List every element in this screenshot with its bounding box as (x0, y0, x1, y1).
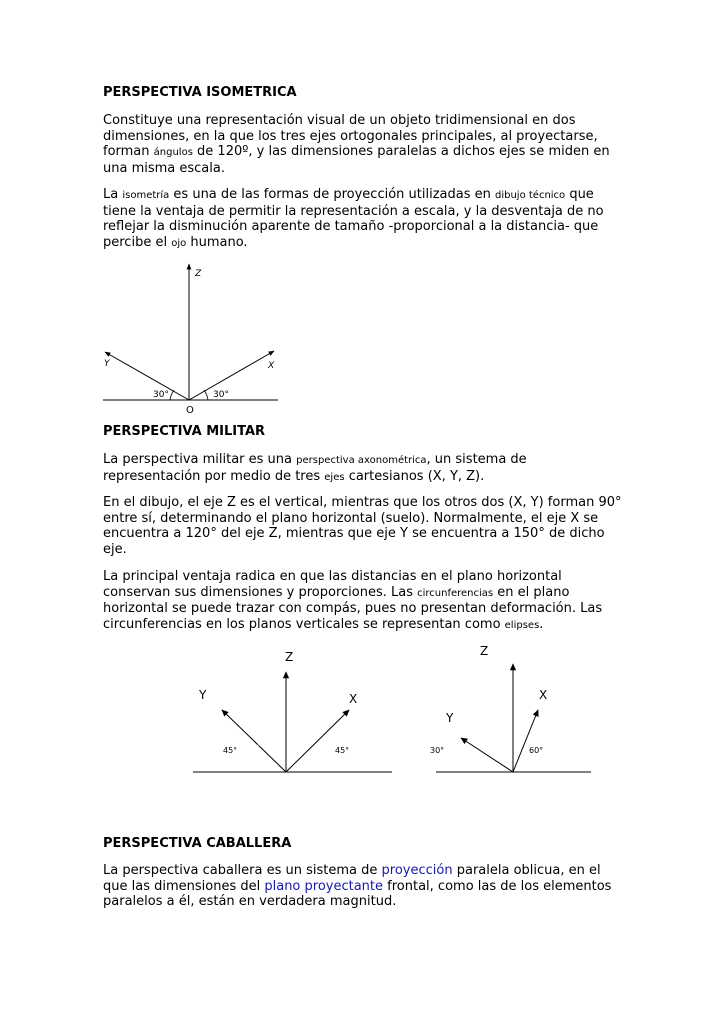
label-origin: O (186, 405, 194, 416)
text: en el plano horizontal se puede trazar con compás, pues no presentan deformación. Las circunferencias en los planos verticales se representan como (103, 584, 603, 632)
label-x: X (349, 692, 358, 706)
label-angle-right: 45° (335, 746, 350, 755)
term-perspectiva-axonometrica: perspectiva axonométrica (296, 455, 427, 466)
label-y: Y (446, 711, 454, 725)
y-axis (461, 738, 513, 772)
text: La principal ventaja radica en que las distancias en el plano horizontal conservan sus dimensiones y proporciones. Las (103, 569, 562, 600)
text: frontal, como las de los elementos paralelos a él, están en verdadera magnitud. (103, 878, 612, 910)
text: La perspectiva caballera es un sistema de (103, 863, 382, 878)
text: La perspectiva militar es una (103, 452, 297, 467)
x-axis (286, 710, 349, 772)
term-ejes: ejes (324, 471, 345, 483)
text: Constituye una representación visual de un objeto tridimensional en dos dimensiones, en la que los tres ejes ortogonales principales, al proyectarse, forman (103, 113, 598, 160)
label-z: Z (480, 644, 489, 658)
label-angle-left: 30° (430, 746, 445, 755)
y-axis (222, 710, 286, 772)
text: cartesianos (X, Y, Z). (344, 468, 485, 484)
text: es una de las formas de proyección utilizadas en (169, 187, 495, 202)
term-circunferencias: circunferencias (417, 587, 494, 599)
text: que tiene la ventaja de permitir la representación a escala, y la desventaja de no reflejar la disminución aparente de tamaño -proporcional a la distancia- que percibe el (103, 187, 604, 250)
term-isometria: isometría (122, 190, 170, 201)
text: . (539, 616, 544, 632)
term-dibujo-tecnico: dibujo técnico (494, 190, 566, 201)
text: La (103, 187, 123, 202)
heading-caballera: PERSPECTIVA CABALLERA (103, 836, 292, 851)
label-z: Z (195, 269, 202, 279)
military-diagram-45 (193, 650, 392, 772)
label-angle-left: 30° (153, 390, 169, 400)
link-plano-proyectante[interactable]: plano proyectante (264, 878, 384, 894)
label-angle-right: 30° (213, 390, 229, 400)
paragraph-militar-2: En el dibujo, el eje Z es el vertical, mientras que los otros dos (X, Y) forman 90° entre sí, determinando el plano horizontal (suelo). Normalmente, el eje X se encuentra a 120° del eje Z, mientras que eje Y se encuentra a 150° de dicho eje. (103, 495, 622, 557)
label-angle-right: 60° (529, 746, 544, 755)
angle-tick (258, 744, 259, 747)
label-angle-left: 45° (223, 746, 238, 755)
x-axis (513, 710, 538, 772)
text: de 120º, y las dimensiones paralelas a dichos ejes se miden en una misma escala. (103, 144, 610, 176)
label-z: Z (285, 650, 294, 664)
term-elipses: elipses (504, 619, 540, 631)
label-y: Y (104, 359, 110, 369)
link-proyeccion[interactable]: proyección (381, 863, 453, 878)
text: humano. (186, 234, 248, 250)
label-x: X (268, 361, 275, 371)
heading-isometrica: PERSPECTIVA ISOMETRICA (103, 85, 297, 100)
heading-militar: PERSPECTIVA MILITAR (103, 424, 266, 439)
term-angulos: ángulos (153, 147, 193, 159)
label-x: X (539, 688, 548, 702)
term-ojo: ojo (171, 237, 187, 249)
text: , un sistema de representación por medio de tres (103, 452, 527, 484)
paragraph-caballera-1 (103, 863, 623, 910)
label-y: Y (199, 688, 207, 702)
military-diagram-30-60 (430, 644, 591, 772)
text: paralela oblicua, en el que las dimensiones del (103, 863, 601, 894)
